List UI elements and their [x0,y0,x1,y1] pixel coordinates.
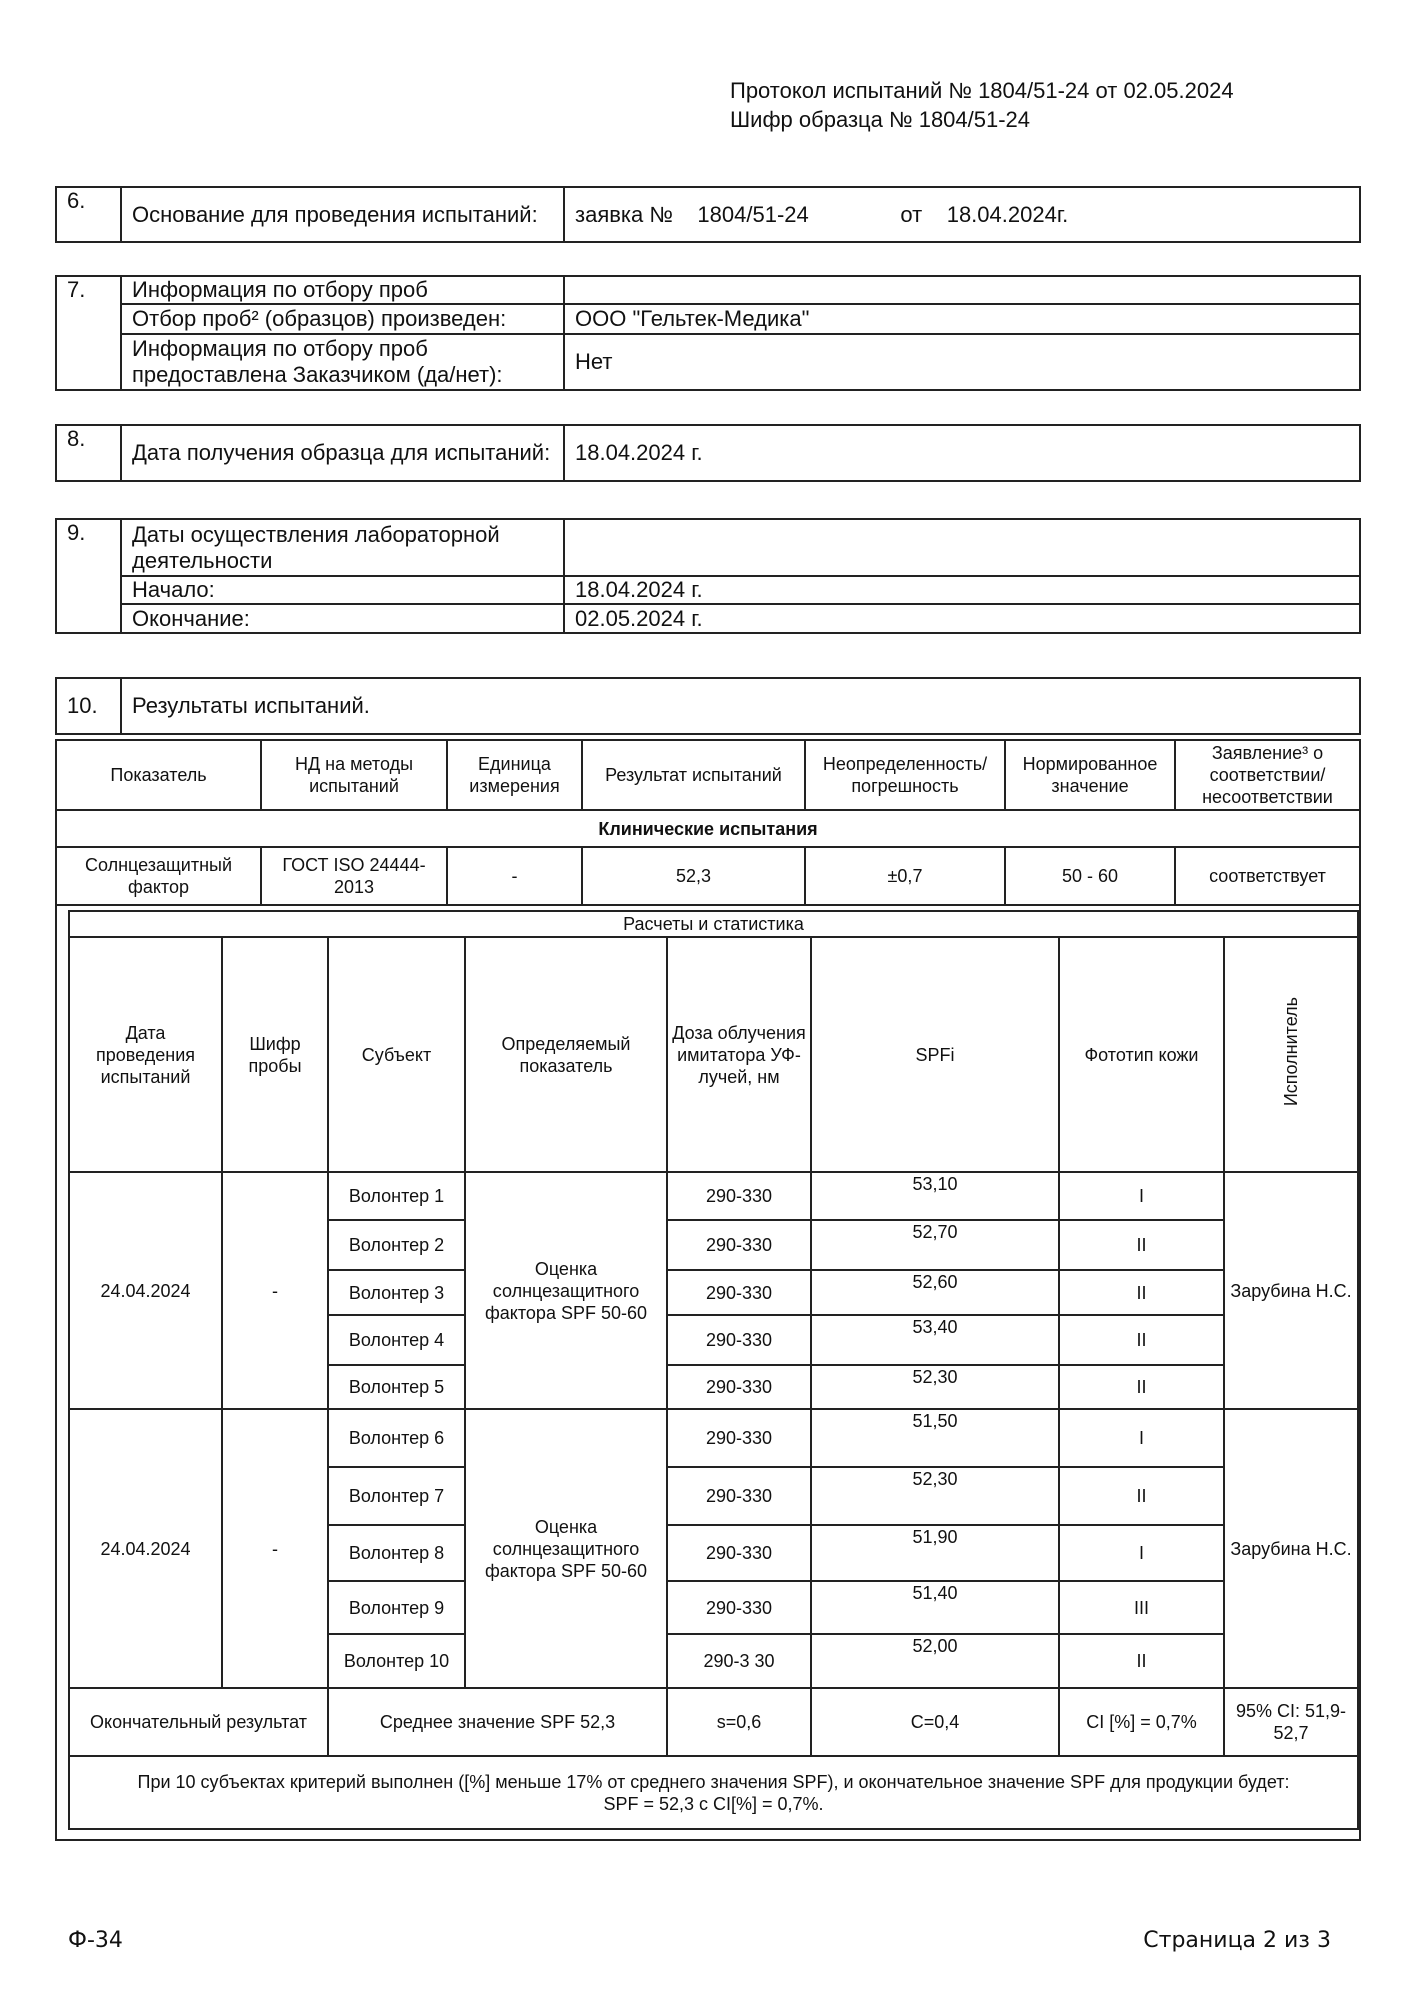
conclusion-note [69,1756,1358,1829]
skin-phototype: I [1059,1409,1224,1467]
value: 18.04.2024 г. [564,425,1360,481]
column-header: Неопределенность/ погрешность [805,740,1005,810]
dose: 290-330 [667,1172,811,1220]
subject: Волонтер 9 [328,1581,465,1634]
table-row [69,1409,1358,1467]
indicator: Оценка солнцезащитного фактора SPF 50-60 [465,1409,667,1688]
final-result-row [69,1688,1358,1756]
subject: Волонтер 5 [328,1365,465,1409]
results-table [55,739,1361,906]
result-cell: ГОСТ ISO 24444-2013 [261,847,447,905]
spfi: 53,40 [811,1315,1059,1365]
skin-phototype: II [1059,1220,1224,1270]
stats-title: Расчеты и статистика [69,911,1358,937]
label: Даты осуществления лабораторной деятельности [121,519,564,576]
spfi: 52,30 [811,1365,1059,1409]
column-header: Субъект [328,937,465,1172]
section-7 [55,275,1361,391]
std-dev: s=0,6 [667,1688,811,1756]
dose: 290-330 [667,1270,811,1315]
spfi: 51,50 [811,1409,1059,1467]
skin-phototype: II [1059,1467,1224,1525]
performer: Зарубина Н.С. [1224,1409,1358,1688]
c-value: C=0,4 [811,1688,1059,1756]
column-header: Дата проведения испытаний [69,937,222,1172]
label: Информация по отбору проб предоставлена Заказчиком (да/нет): [121,334,564,390]
column-header: НД на методы испытаний [261,740,447,810]
result-cell: Солнцезащитный фактор [56,847,261,905]
subject: Волонтер 3 [328,1270,465,1315]
label: Дата получения образца для испытаний: [121,425,564,481]
page-number: Страница 2 из 3 [1143,1928,1331,1953]
result-cell: 52,3 [582,847,805,905]
mean-spf: Среднее значение SPF 52,3 [328,1688,667,1756]
spfi: 51,40 [811,1581,1059,1634]
column-header: Заявление³ о соответствии/ несоответствии [1175,740,1360,810]
dose: 290-330 [667,1467,811,1525]
column-header: Фототип кожи [1059,937,1224,1172]
section-number: 10. [56,678,121,734]
performer: Зарубина Н.С. [1224,1172,1358,1409]
value: Нет [564,334,1360,390]
result-cell: - [447,847,582,905]
section-10 [55,677,1361,735]
sample-code: - [222,1172,328,1409]
section-number: 7. [56,276,121,390]
result-cell: ±0,7 [805,847,1005,905]
dose: 290-330 [667,1525,811,1581]
skin-phototype: I [1059,1525,1224,1581]
label: Результаты испытаний. [121,678,1360,734]
skin-phototype: III [1059,1581,1224,1634]
subject: Волонтер 8 [328,1525,465,1581]
spfi: 53,10 [811,1172,1059,1220]
test-date: 24.04.2024 [69,1409,222,1688]
label: Окончание: [121,604,564,633]
subject: Волонтер 6 [328,1409,465,1467]
protocol-title: Протокол испытаний № 1804/51-24 от 02.05.2024 [730,78,1234,103]
table-row [69,1172,1358,1220]
column-header [1224,937,1358,1172]
note-line: При 10 субъектах критерий выполнен ([%] меньше 17% от среднего значения SPF), и окончательное значение SPF для продукции будет: [137,1771,1290,1792]
value: 02.05.2024 г. [564,604,1360,633]
column-header: Доза облучения имитатора УФ-лучей, нм [667,937,811,1172]
column-header: Нормированное значение [1005,740,1175,810]
section-number: 6. [56,187,121,242]
value: ООО "Гельтек-Медика" [564,304,1360,334]
stats-table [68,910,1359,1830]
subject: Волонтер 2 [328,1220,465,1270]
column-header: Шифр пробы [222,937,328,1172]
form-number: Ф-34 [68,1928,123,1953]
test-date: 24.04.2024 [69,1172,222,1409]
result-cell: соответствует [1175,847,1360,905]
column-header: Определяемый показатель [465,937,667,1172]
section-number: 9. [56,519,121,633]
label: Основание для проведения испытаний: [121,187,564,242]
dose: 290-330 [667,1409,811,1467]
label: Начало: [121,576,564,604]
performer-header: Исполнитель [1281,997,1301,1107]
label: Информация по отбору проб [121,276,564,304]
subject: Волонтер 4 [328,1315,465,1365]
skin-phototype: II [1059,1365,1224,1409]
column-header: Результат испытаний [582,740,805,810]
dose: 290-330 [667,1581,811,1634]
column-header: SPFi [811,937,1059,1172]
skin-phototype: I [1059,1172,1224,1220]
dose: 290-330 [667,1315,811,1365]
ci-percent: CI [%] = 0,7% [1059,1688,1224,1756]
label: Отбор проб² (образцов) произведен: [121,304,564,334]
indicator: Оценка солнцезащитного фактора SPF 50-60 [465,1172,667,1409]
dose: 290-330 [667,1365,811,1409]
spfi: 52,70 [811,1220,1059,1270]
dose: 290-330 [667,1220,811,1270]
dose: 290-3 30 [667,1634,811,1688]
value: 18.04.2024 г. [564,576,1360,604]
subject: Волонтер 7 [328,1467,465,1525]
column-header: Показатель [56,740,261,810]
result-cell: 50 - 60 [1005,847,1175,905]
skin-phototype: II [1059,1315,1224,1365]
spfi: 51,90 [811,1525,1059,1581]
skin-phototype: II [1059,1634,1224,1688]
section-number: 8. [56,425,121,481]
ci-95: 95% CI: 51,9-52,7 [1224,1688,1358,1756]
spfi: 52,00 [811,1634,1059,1688]
section-6 [55,186,1361,243]
section-9 [55,518,1361,634]
value: заявка № 1804/51-24 от 18.04.2024г. [564,187,1360,242]
spfi: 52,60 [811,1270,1059,1315]
subject: Волонтер 1 [328,1172,465,1220]
sample-code: - [222,1409,328,1688]
subject: Волонтер 10 [328,1634,465,1688]
column-header: Единица измерения [447,740,582,810]
section-8 [55,424,1361,482]
sample-code: Шифр образца № 1804/51-24 [730,107,1031,132]
note-line: SPF = 52,3 с CI[%] = 0,7%. [603,1793,824,1814]
spfi: 52,30 [811,1467,1059,1525]
skin-phototype: II [1059,1270,1224,1315]
final-label: Окончательный результат [69,1688,328,1756]
section-heading: Клинические испытания [56,810,1360,847]
